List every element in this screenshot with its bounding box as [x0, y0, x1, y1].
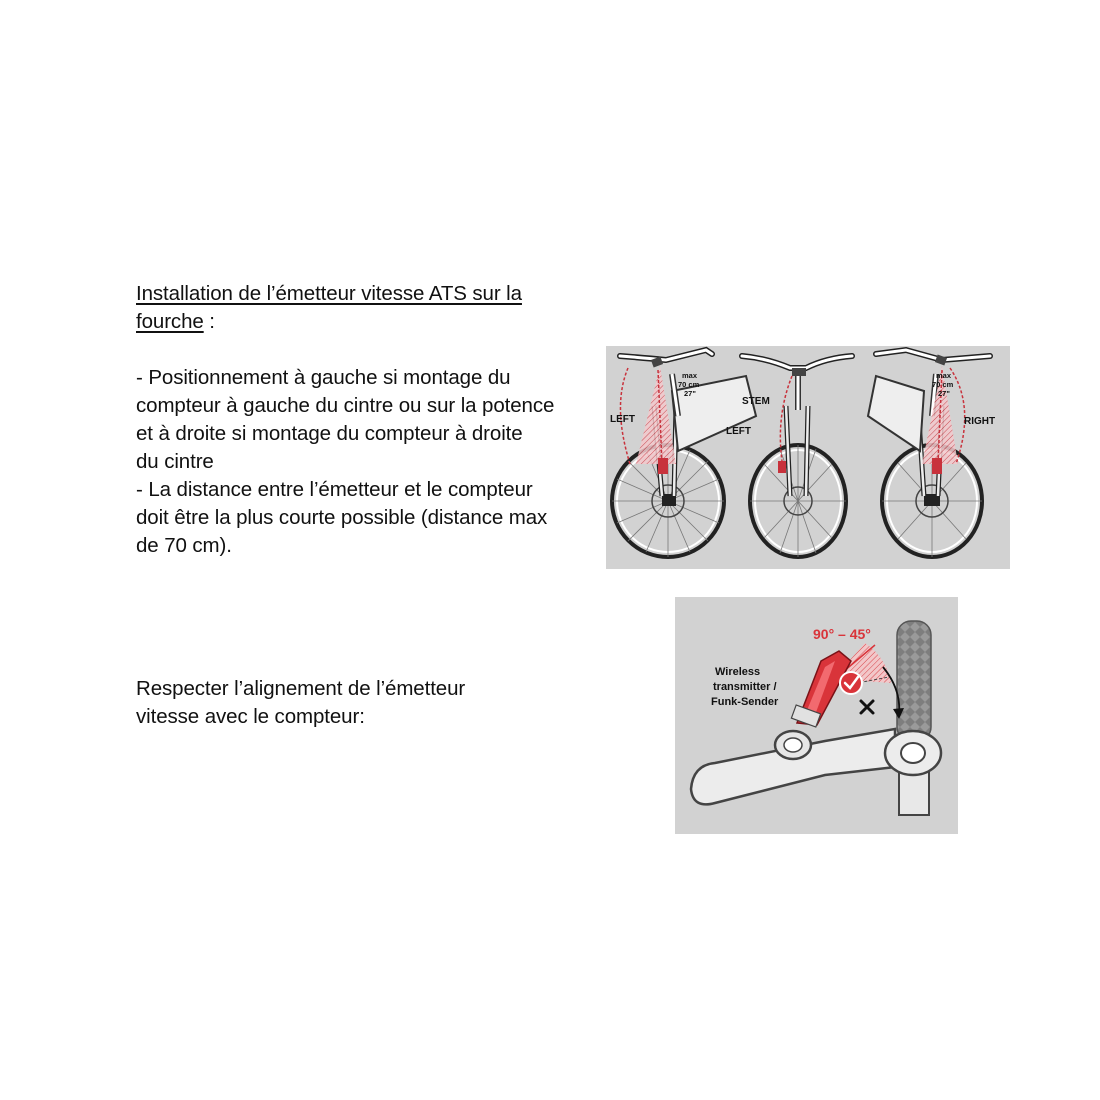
left-bike: [610, 350, 756, 557]
alignment-text: [136, 675, 536, 731]
right-bike-side-label: RIGHT: [964, 416, 996, 427]
angle-label: 90° – 45°: [813, 626, 871, 642]
title-suffix: :: [203, 310, 215, 333]
transmitter-label-line3: Funk-Sender: [711, 696, 779, 708]
bike-mounting-illustration: [606, 346, 1010, 569]
title-underlined-1: Installation de l’émetteur vitesse ATS sur la: [136, 282, 522, 305]
instruction-line: compteur à gauche du cintre ou sur la potence: [136, 394, 555, 417]
alignment-illustration: [675, 597, 958, 834]
transmitter-label-line1: Wireless: [715, 666, 761, 678]
title-underlined-2: fourche: [136, 310, 204, 333]
alignment-line: Respecter l’alignement de l’émetteur: [136, 677, 466, 700]
instruction-line: doit être la plus courte possible (distance max: [136, 506, 548, 529]
right-bike-dist-cm: 70 cm: [932, 380, 954, 389]
left-bike-dist-cm: 70 cm: [678, 380, 700, 389]
instructions-text: [136, 364, 586, 560]
alignment-line: vitesse avec le compteur:: [136, 705, 365, 728]
right-bike: [868, 350, 995, 557]
bike-mounting-figure: [606, 346, 1010, 569]
left-bike-side-label: LEFT: [610, 414, 635, 425]
instruction-line: - Positionnement à gauche si montage du: [136, 366, 511, 389]
section-title: [136, 280, 576, 336]
left-bike-max-label: max: [682, 371, 698, 380]
instruction-line: de 70 cm).: [136, 534, 232, 557]
alignment-figure: [675, 597, 958, 834]
center-bike-stem-label: STEM: [742, 396, 770, 407]
left-bike-dist-in: 27": [684, 389, 696, 398]
right-bike-max-label: max: [936, 371, 952, 380]
transmitter-label-line2: transmitter /: [713, 681, 777, 693]
right-bike-dist-in: 27": [938, 389, 950, 398]
instruction-line: - La distance entre l’émetteur et le compteur: [136, 478, 533, 501]
instruction-line: du cintre: [136, 450, 214, 473]
center-bike-side-label: LEFT: [726, 426, 751, 437]
instruction-line: et à droite si montage du compteur à droite: [136, 422, 523, 445]
